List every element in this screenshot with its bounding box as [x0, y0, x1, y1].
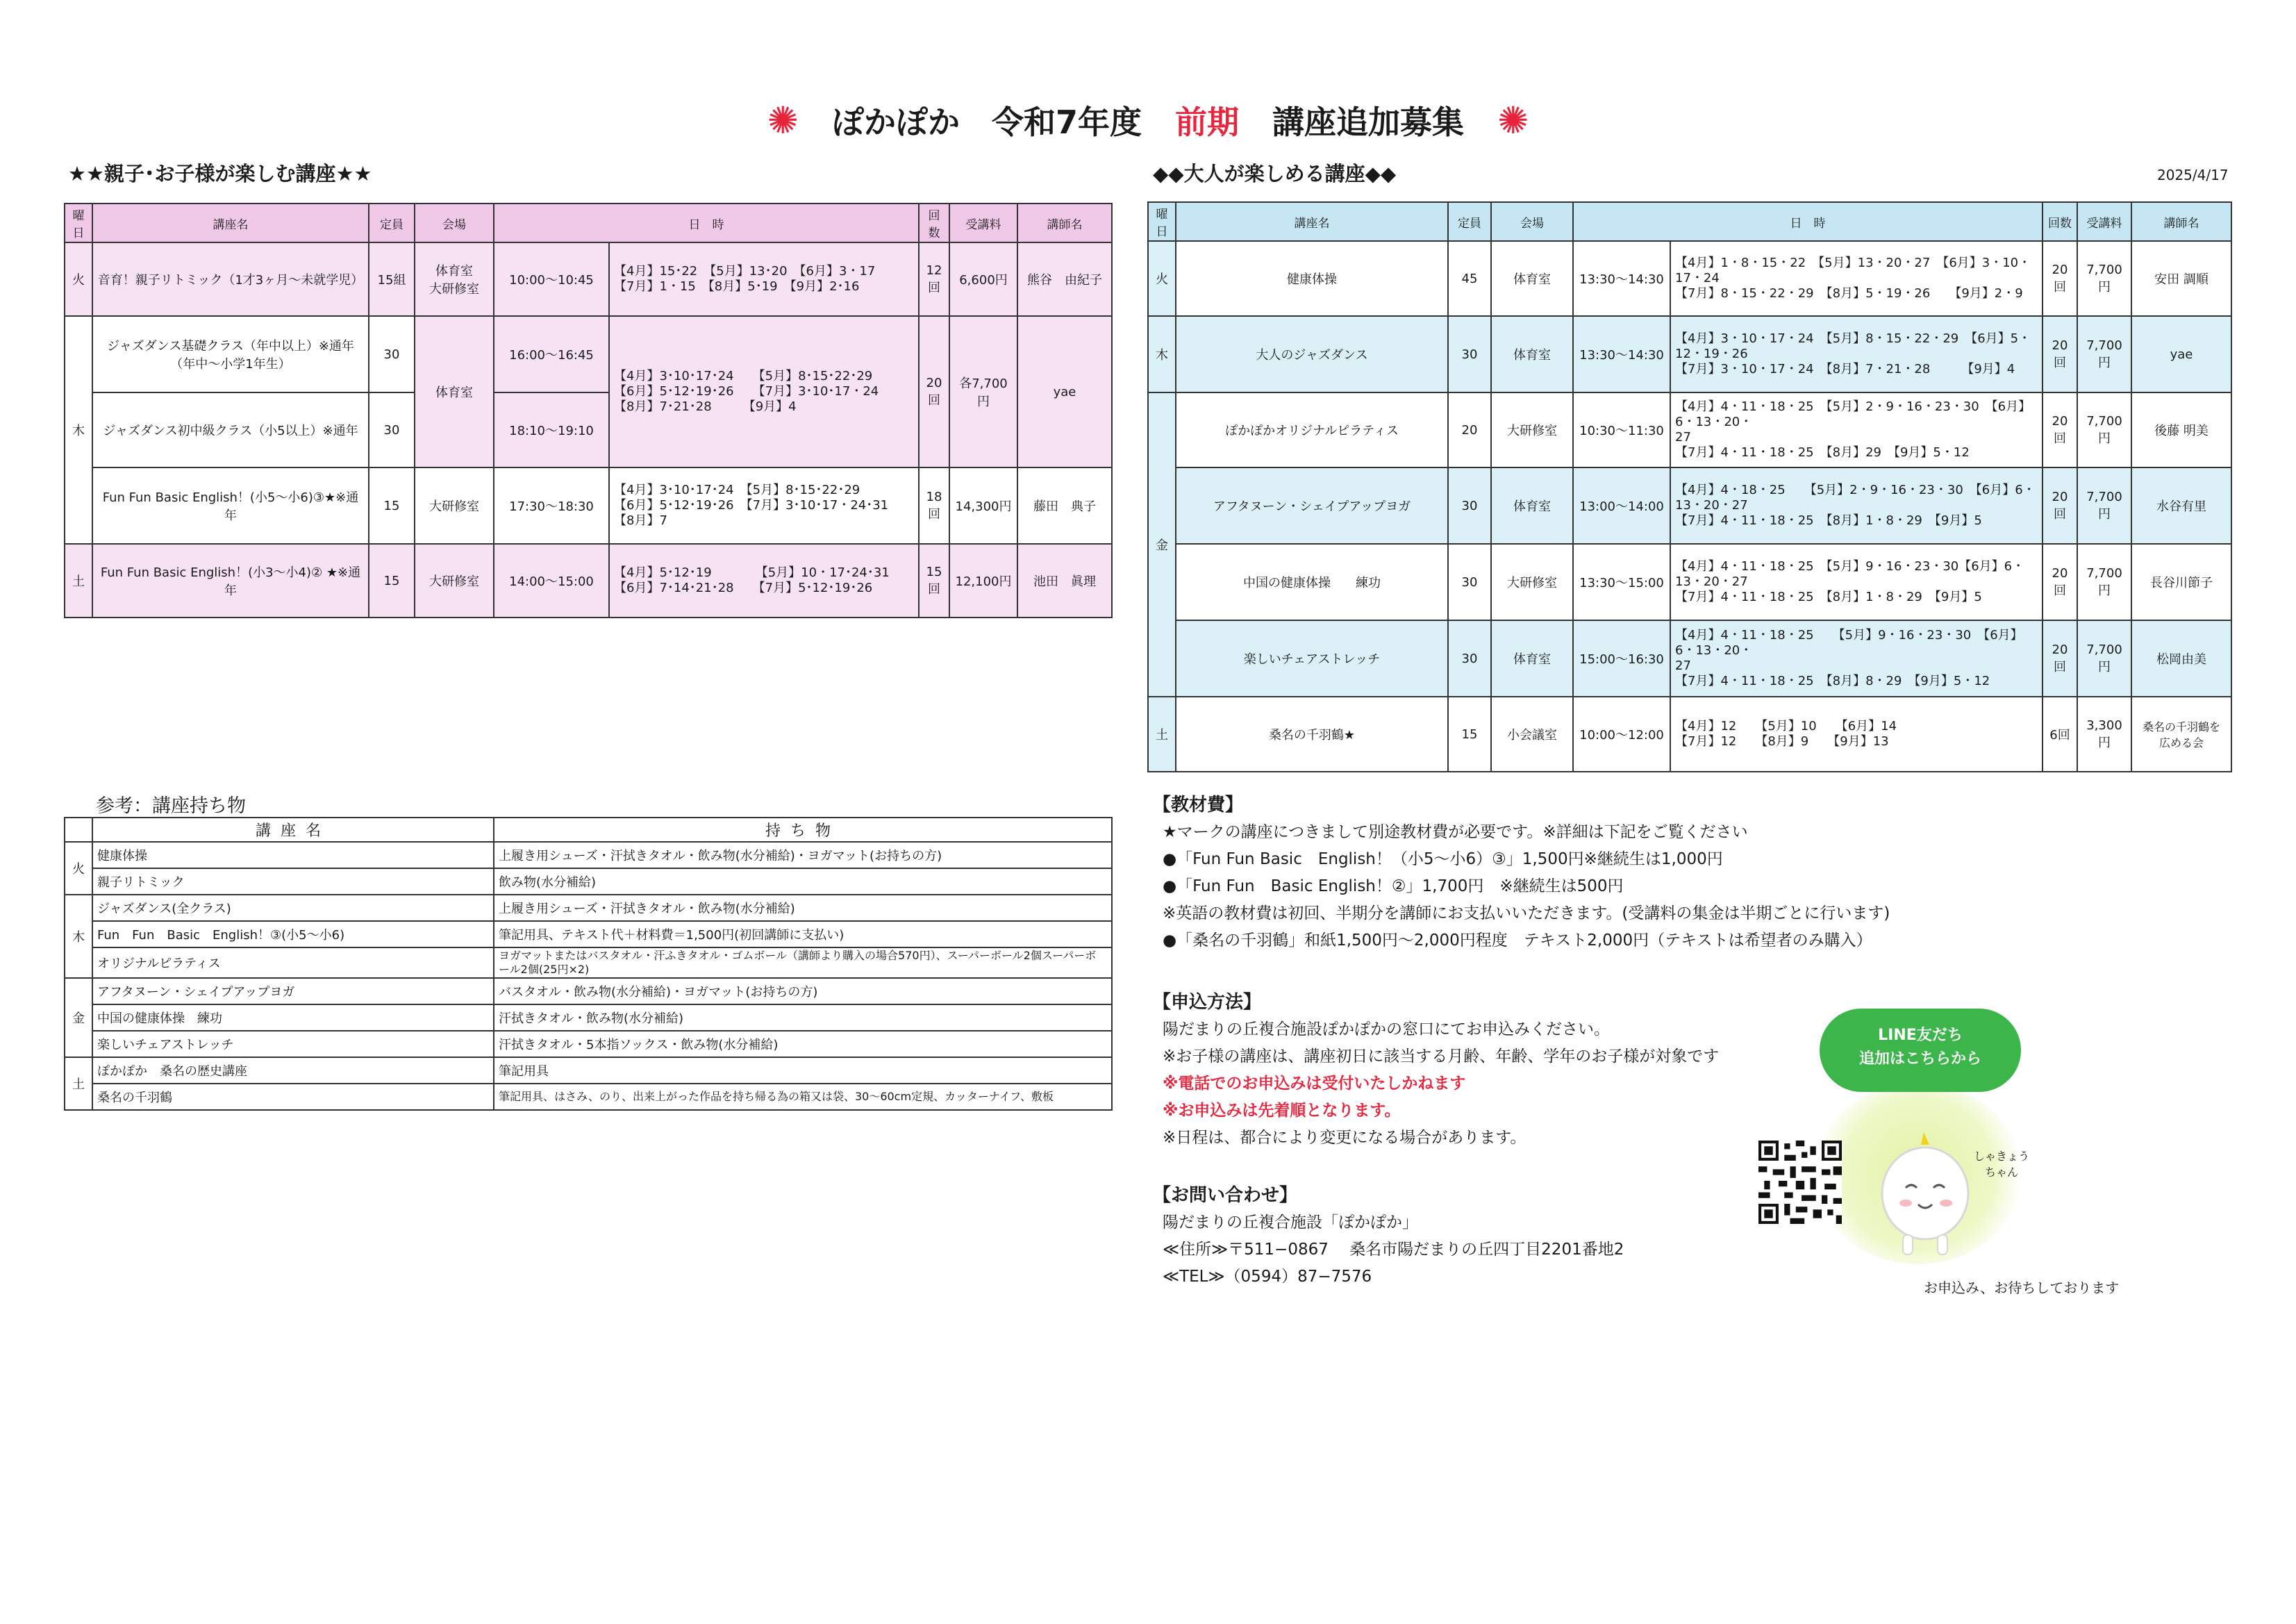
venue: 体育室 [1491, 467, 1573, 544]
dates: 【4月】12 【5月】10 【6月】14 【7月】12 【8月】9 【9月】13 [1670, 697, 2043, 772]
title-highlight: 前期 [1175, 103, 1239, 141]
teacher: 後藤 明美 [2131, 392, 2231, 467]
header-fee: 受講料 [949, 204, 1017, 242]
day-cell: 火 [65, 242, 92, 316]
course-name: 音育！親子リトミック（1才3ヶ月～未就学児） [92, 242, 369, 316]
apply-line: ※日程は、都合により変更になる場合があります。 [1163, 1129, 1526, 1147]
fee: 14,300円 [949, 467, 1017, 544]
time: 10:30～11:30 [1573, 392, 1670, 467]
apply-line: 陽だまりの丘複合施設ぽかぽかの窓口にてお申込みください。 [1163, 1020, 1610, 1038]
header-blank [65, 818, 92, 842]
dates: 【4月】5･12･19 【5月】10・17･24･31 【6月】7･14･21･28 【7月】5･12･19･26 [609, 544, 919, 618]
capacity: 15 [369, 544, 415, 618]
capacity: 15組 [369, 242, 415, 316]
teacher: 桑名の千羽鶴を 広める会 [2131, 697, 2231, 772]
title-suffix: 講座追加募集 [1272, 103, 1465, 141]
qr-code-icon[interactable] [1756, 1141, 1845, 1224]
materials-line: ●「桑名の千羽鶴」和紙1,500円～2,000円程度 テキスト2,000円（テキストは希望者のみ購入） [1163, 931, 1872, 950]
venue: 大研修室 [415, 467, 494, 544]
contact-block [1153, 1182, 1624, 1291]
header-venue: 会場 [1491, 202, 1573, 241]
apply-line: ※お子様の講座は、講座初日に該当する月齢、年齢、学年のお子様が対象です [1163, 1047, 1720, 1066]
teacher: 松岡由美 [2131, 620, 2231, 697]
mascot-icon [1875, 1131, 1979, 1263]
sun-icon: ✺ [1497, 99, 1529, 142]
count: 20回 [2043, 544, 2077, 620]
title-prefix: ぽかぽか 令和7年度 [831, 103, 1142, 141]
contact-heading: 【お問い合わせ】 [1153, 1185, 1298, 1206]
count: 12回 [919, 242, 949, 316]
dates: 【4月】1・8・15・22 【5月】13・20・27 【6月】3・10・17・24 【7月】8・15・22・29 【8月】5・19・26 【9月】2・9 [1670, 241, 2043, 316]
header-venue: 会場 [415, 204, 494, 242]
materials-heading: 【教材費】 [1153, 795, 1244, 815]
course-name: ぽかぽかオリジナルピラティス [1176, 392, 1448, 467]
venue: 体育室 [415, 316, 494, 467]
belongings: 飲み物(水分補給) [494, 868, 1112, 895]
fee: 12,100円 [949, 544, 1017, 618]
time: 14:00～15:00 [494, 544, 609, 618]
day-cell: 木 [65, 316, 92, 544]
teacher: yae [2131, 316, 2231, 392]
venue: 大研修室 [1491, 392, 1573, 467]
course-name: Fun Fun Basic English！③(小5～小6) [92, 921, 494, 947]
count: 20回 [2043, 316, 2077, 392]
capacity: 45 [1448, 241, 1491, 316]
capacity: 30 [1448, 544, 1491, 620]
time: 10:00～12:00 [1573, 697, 1670, 772]
header-course: 講座名 [92, 818, 494, 842]
apply-phone-warning: ※電話でのお申込みは受付いたしかねます [1163, 1075, 1466, 1093]
fee: 7,700円 [2077, 316, 2131, 392]
fee: 3,300円 [2077, 697, 2131, 772]
materials-line: ★マークの講座につきまして別途教材費が必要です。※詳細は下記をご覧ください [1163, 823, 1748, 841]
count: 20回 [2043, 392, 2077, 467]
dates: 【4月】4・11・18・25 【5月】9・16・23・30 【6月】6・13・20・ 27 【7月】4・11・18・25 【8月】8・29 【9月】5・12 [1670, 620, 2043, 697]
apply-heading: 【申込方法】 [1153, 992, 1262, 1013]
mascot-name: しゃきょう ちゃん [1974, 1150, 2030, 1179]
belongings: バスタオル・飲み物(水分補給)・ヨガマット(お持ちの方) [494, 978, 1112, 1004]
dates: 【4月】4・11・18・25 【5月】2・9・16・23・30 【6月】6・13・20・ 27 【7月】4・11・18・25 【8月】29 【9月】5・12 [1670, 392, 2043, 467]
venue: 小会議室 [1491, 697, 1573, 772]
capacity: 30 [369, 316, 415, 392]
course-name: ジャズダンス(全クラス) [92, 895, 494, 921]
capacity: 15 [1448, 697, 1491, 772]
day-cell: 木 [65, 895, 92, 978]
time: 17:30～18:30 [494, 467, 609, 544]
count: 20回 [2043, 620, 2077, 697]
dates: 【4月】4・18・25 【5月】2・9・16・23・30 【6月】6・13・20・27 【7月】4・11・18・25 【8月】1・8・29 【9月】5 [1670, 467, 2043, 544]
header-course: 講座名 [92, 204, 369, 242]
items-heading: 参考：講座持ち物 [96, 795, 246, 817]
kids-heading: ★★親子･お子様が楽しむ講座★★ [68, 162, 372, 185]
dates: 【4月】3･10･17･24 【5月】8･15･22･29 【6月】5･12･19･26 【7月】3･10･17・24 【8月】7･21･28 【9月】4 [609, 316, 919, 467]
header-capacity: 定員 [1448, 202, 1491, 241]
course-name: ジャズダンス基礎クラス（年中以上）※通年 （年中～小学1年生） [92, 316, 369, 392]
course-name: Fun Fun Basic English！(小3～小4)② ★※通年 [92, 544, 369, 618]
contact-facility: 陽だまりの丘複合施設「ぽかぽか」 [1163, 1213, 1418, 1232]
header-datetime: 日 時 [494, 204, 919, 242]
thanks-message: お申込み、お待ちしております [1924, 1279, 2120, 1296]
materials-line: ●「Fun Fun Basic English！（小5～小6）③」1,500円※継続生は1,000円 [1163, 850, 1723, 868]
line-friend-bubble[interactable] [1820, 1009, 2021, 1092]
day-cell: 火 [1148, 241, 1176, 316]
belongings: 筆記用具 [494, 1057, 1112, 1084]
course-name: オリジナルピラティス [92, 947, 494, 978]
line-bubble-text: 追加はこちらから [1858, 1050, 1981, 1068]
header-datetime: 日 時 [1573, 202, 2043, 241]
header-capacity: 定員 [369, 204, 415, 242]
belongings: 汗拭きタオル・5本指ソックス・飲み物(水分補給) [494, 1031, 1112, 1057]
teacher: 安田 調順 [2131, 241, 2231, 316]
materials-block [1153, 792, 1890, 954]
fee: 各7,700円 [949, 316, 1017, 467]
course-name: 健康体操 [1176, 241, 1448, 316]
dates: 【4月】4・11・18・25 【5月】9・16・23・30【6月】6・13・20・27 【7月】4・11・18・25 【8月】1・8・29 【9月】5 [1670, 544, 2043, 620]
fee: 7,700円 [2077, 241, 2131, 316]
fee: 7,700円 [2077, 392, 2131, 467]
belongings: 上履き用シューズ・汗拭きタオル・飲み物(水分補給) [494, 895, 1112, 921]
day-cell: 土 [65, 544, 92, 618]
count: 6回 [2043, 697, 2077, 772]
course-name: Fun Fun Basic English！(小5～小6)③★※通年 [92, 467, 369, 544]
course-name: アフタヌーン・シェイプアップヨガ [1176, 467, 1448, 544]
count: 20回 [919, 316, 949, 467]
count: 18回 [919, 467, 949, 544]
fee: 7,700円 [2077, 544, 2131, 620]
time: 13:00～14:00 [1573, 467, 1670, 544]
course-name: 健康体操 [92, 842, 494, 868]
capacity: 15 [369, 467, 415, 544]
venue: 大研修室 [1491, 544, 1573, 620]
day-cell: 土 [1148, 697, 1176, 772]
time: 10:00～10:45 [494, 242, 609, 316]
count: 20回 [2043, 241, 2077, 316]
header-count: 回数 [2043, 202, 2077, 241]
course-name: 中国の健康体操 練功 [92, 1004, 494, 1031]
venue: 大研修室 [415, 544, 494, 618]
contact-address: ≪住所≫〒511−0867 桑名市陽だまりの丘四丁目2201番地2 [1163, 1241, 1624, 1259]
page-title [0, 97, 2296, 143]
header-fee: 受講料 [2077, 202, 2131, 241]
course-name: 中国の健康体操 練功 [1176, 544, 1448, 620]
contact-tel: ≪TEL≫（0594）87−7576 [1163, 1268, 1372, 1286]
header-belongings: 持ち物 [494, 818, 1112, 842]
issue-date: 2025/4/17 [2157, 167, 2229, 183]
time: 13:30～14:30 [1573, 241, 1670, 316]
venue: 体育室 [1491, 241, 1573, 316]
day-cell: 金 [1148, 392, 1176, 697]
day-cell: 火 [65, 842, 92, 895]
belongings: 上履き用シューズ・汗拭きタオル・飲み物(水分補給)・ヨガマット(お持ちの方) [494, 842, 1112, 868]
sun-icon: ✺ [767, 99, 799, 142]
course-name: ぽかぽか 桑名の歴史講座 [92, 1057, 494, 1084]
day-cell: 木 [1148, 316, 1176, 392]
capacity: 30 [1448, 620, 1491, 697]
fee: 6,600円 [949, 242, 1017, 316]
header-course: 講座名 [1176, 202, 1448, 241]
capacity: 30 [1448, 467, 1491, 544]
kids-schedule-table [64, 203, 1113, 618]
teacher: 藤田 典子 [1017, 467, 1112, 544]
materials-line: ●「Fun Fun Basic English！②」1,700円 ※継続生は500円 [1163, 877, 1624, 895]
header-day: 曜日 [65, 204, 92, 242]
belongings: 筆記用具、はさみ、のり、出来上がった作品を持ち帰る為の箱又は袋、30～60cm定規、カッターナイフ、敷板 [494, 1084, 1112, 1110]
items-table [64, 817, 1113, 1111]
materials-line: ※英語の教材費は初回、半期分を講師にお支払いいただきます。(受講料の集金は半期ごとに行います) [1163, 904, 1890, 922]
fee: 7,700円 [2077, 467, 2131, 544]
course-name: 大人のジャズダンス [1176, 316, 1448, 392]
teacher: yae [1017, 316, 1112, 467]
count: 20回 [2043, 467, 2077, 544]
course-name: 楽しいチェアストレッチ [92, 1031, 494, 1057]
line-bubble-text: LINE友だち [1878, 1027, 1963, 1044]
fee: 7,700円 [2077, 620, 2131, 697]
venue: 体育室 大研修室 [415, 242, 494, 316]
belongings: ヨガマットまたはバスタオル・汗ふきタオル・ゴムボール（講師より購入の場合570円）、スーパーボール2個スーパーボール2個(25円×2) [494, 947, 1112, 978]
venue: 体育室 [1491, 316, 1573, 392]
course-name: 桑名の千羽鶴 [92, 1084, 494, 1110]
capacity: 20 [1448, 392, 1491, 467]
teacher: 熊谷 由紀子 [1017, 242, 1112, 316]
time: 13:30～15:00 [1573, 544, 1670, 620]
capacity: 30 [1448, 316, 1491, 392]
belongings: 汗拭きタオル・飲み物(水分補給) [494, 1004, 1112, 1031]
time: 18:10～19:10 [494, 392, 609, 467]
course-name: アフタヌーン・シェイプアップヨガ [92, 978, 494, 1004]
course-name: 桑名の千羽鶴★ [1176, 697, 1448, 772]
time: 16:00～16:45 [494, 316, 609, 392]
header-teacher: 講師名 [2131, 202, 2231, 241]
capacity: 30 [369, 392, 415, 467]
apply-first-come: ※お申込みは先着順となります。 [1163, 1102, 1401, 1120]
teacher: 水谷有里 [2131, 467, 2231, 544]
venue: 体育室 [1491, 620, 1573, 697]
time: 15:00～16:30 [1573, 620, 1670, 697]
adult-heading: ◆◆大人が楽しめる講座◆◆ [1153, 162, 1397, 185]
count: 15回 [919, 544, 949, 618]
dates: 【4月】3・10・17・24 【5月】8・15・22・29 【6月】5・12・19・26 【7月】3・10・17・24 【8月】7・21・28 【9月】4 [1670, 316, 2043, 392]
course-name: ジャズダンス初中級クラス（小5以上）※通年 [92, 392, 369, 467]
teacher: 長谷川節子 [2131, 544, 2231, 620]
day-cell: 土 [65, 1057, 92, 1110]
header-teacher: 講師名 [1017, 204, 1112, 242]
course-name: 親子リトミック [92, 868, 494, 895]
belongings: 筆記用具、テキスト代＋材料費＝1,500円(初回講師に支払い) [494, 921, 1112, 947]
apply-block [1153, 989, 1719, 1152]
course-name: 楽しいチェアストレッチ [1176, 620, 1448, 697]
header-day: 曜日 [1148, 202, 1176, 241]
day-cell: 金 [65, 978, 92, 1057]
adult-schedule-table [1147, 201, 2232, 772]
header-count: 回数 [919, 204, 949, 242]
dates: 【4月】3･10･17･24 【5月】8･15･22･29 【6月】5･12･19･26 【7月】3･10･17・24･31 【8月】7 [609, 467, 919, 544]
teacher: 池田 眞理 [1017, 544, 1112, 618]
time: 13:30～14:30 [1573, 316, 1670, 392]
dates: 【4月】15･22 【5月】13･20 【6月】3・17 【7月】1・15 【8月】5･19 【9月】2･16 [609, 242, 919, 316]
